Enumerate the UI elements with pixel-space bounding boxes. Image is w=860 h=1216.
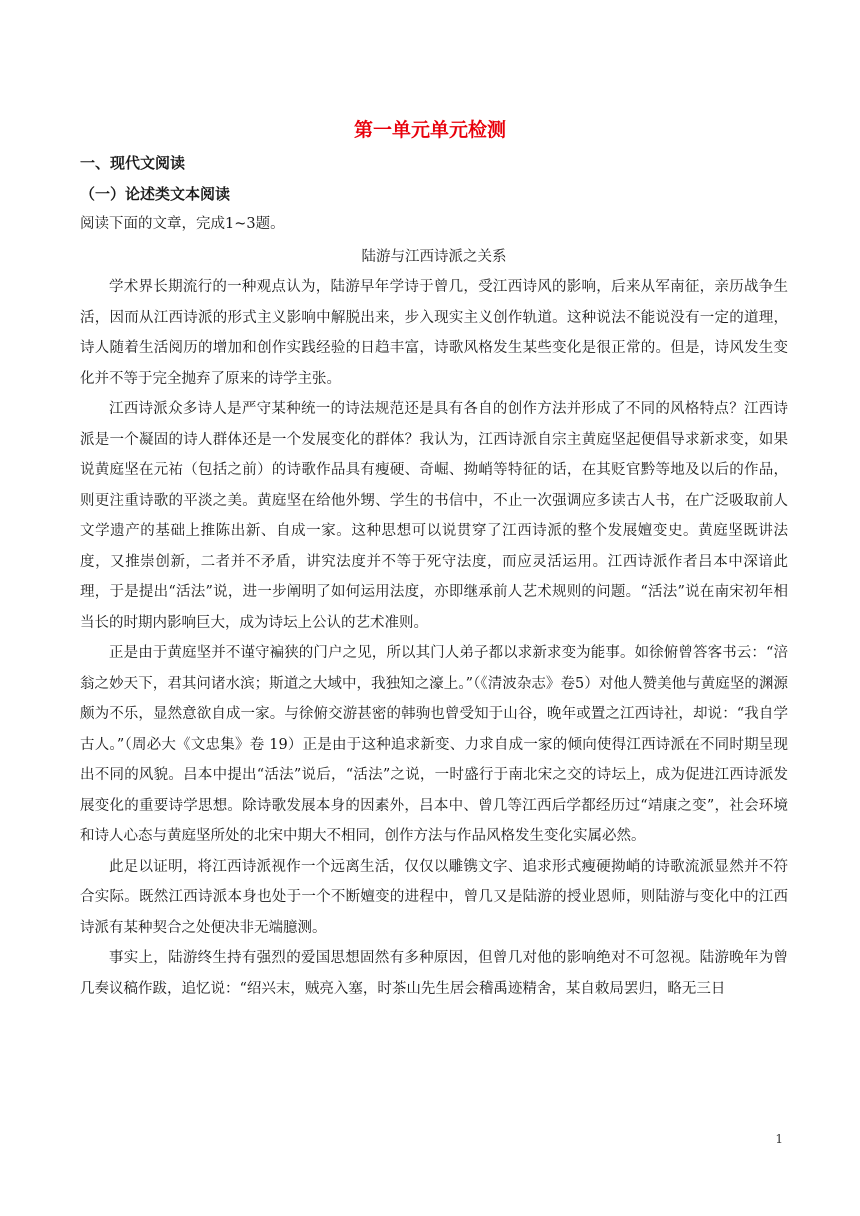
document-title: 第一单元单元检测 [353, 119, 506, 141]
subsection-heading: （一）论述类文本阅读 [80, 184, 231, 203]
page-number: 1 [775, 1132, 783, 1146]
article-paragraph-2: 江西诗派众多诗人是严守某种统一的诗法规范还是具有各自的创作方法并形成了不同的风格特点？江西诗派是一个凝固的诗人群体还是一个发展变化的群体？我认为，江西诗派自宗主黄庭坚起便倡导求新求变，如果说黄庭坚在元祐（包括之前）的诗歌作品具有瘦硬、奇崛、拗峭等特征的话，在其贬官黔等地及以后的作品，则更注重诗歌的平淡之美。黄庭坚在给他外甥、学生的书信中，不止一次强调应多读古人书，在广泛吸取前人文学遗产的基础上推陈出新、自成一家。这种思想可以说贯穿了江西诗派的整个发展嬗变史。黄庭坚既讲法度，又推崇创新，二者并不矛盾，讲究法度并不等于死守法度，而应灵活运用。江西诗派作者吕本中深谙此理，于是提出“活法”说，进一步阐明了如何运用法度，亦即继承前人艺术规则的问题。“活法”说在南宋初年相当长的时期内影响巨大，成为诗坛上公认的艺术准则。 [80, 401, 788, 631]
article-paragraph-3: 正是由于黄庭坚并不谨守褊狭的门户之见，所以其门人弟子都以求新求变为能事。如徐俯曾答客书云：“涪翁之妙天下，君其问诸水滨；斯道之大域中，我独知之濠上。”（《清波杂志》卷5）对他人赞美他与黄庭坚的渊源颇为不乐，显然意欲自成一家。与徐俯交游甚密的韩驹也曾受知于山谷，晚年或置之江西诗社，却说：“我自学古人。”（周必大《文忠集》卷 19）正是由于这种追求新变、力求自成一家的倾向使得江西诗派在不同时期呈现出不同的风貌。吕本中提出“活法”说后，“活法”之说，一时盛行于南北宋之交的诗坛上，成为促进江西诗派发展变化的重要诗学思想。除诗歌发展本身的因素外，吕本中、曾几等江西后学都经历过“靖康之变”，社会环境和诗人心态与黄庭坚所处的北宋中期大不相同，创作方法与作品风格发生变化实属必然。 [80, 645, 788, 844]
reading-instruction: 阅读下面的文章，完成1~3题。 [80, 216, 285, 232]
article-paragraph-1: 学术界长期流行的一种观点认为，陆游早年学诗于曾几，受江西诗风的影响，后来从军南征，亲历战争生活，因而从江西诗派的形式主义影响中解脱出来，步入现实主义创作轨道。这种说法不能说没有一定的道理，诗人随着生活阅历的增加和创作实践经验的日趋丰富，诗歌风格发生某些变化是很正常的。但是，诗风发生变化并不等于完全抛弃了原来的诗学主张。 [80, 279, 788, 387]
article-paragraph-5: 事实上，陆游终生持有强烈的爱国思想固然有多种原因，但曾几对他的影响绝对不可忽视。陆游晚年为曾几奏议稿作跋，追忆说：“绍兴末，贼亮入塞，时茶山先生居会稽禹迹精舍，某自敕局罢归，略无三日 [80, 950, 788, 997]
article-paragraph-4: 此足以证明，将江西诗派视作一个远离生活，仅仅以雕镌文字、追求形式瘦硬拗峭的诗歌流派显然并不符合实际。既然江西诗派本身也处于一个不断嬗变的进程中，曾几又是陆游的授业恩师，则陆游与变化中的江西诗派有某种契合之处便决非无端臆测。 [80, 858, 788, 936]
article-title: 陆游与江西诗派之关系 [361, 248, 507, 265]
section-heading: 一、现代文阅读 [80, 154, 186, 172]
document-body [80, 148, 788, 1004]
